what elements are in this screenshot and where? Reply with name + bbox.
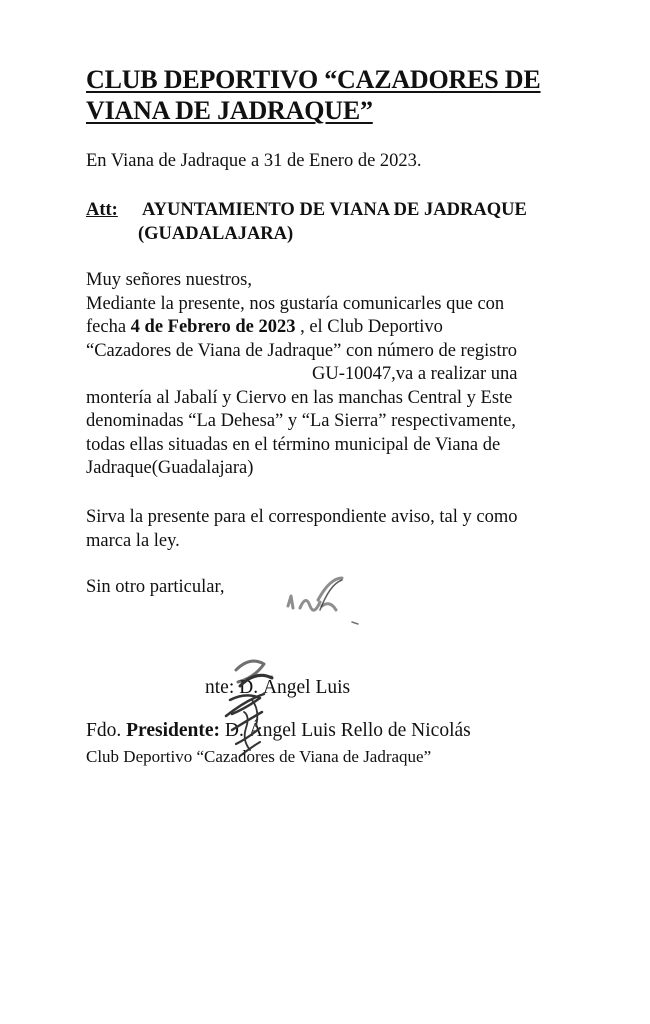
body-line: todas ellas situadas en el término municipal de Viana de (86, 434, 501, 455)
date-line: En Viana de Jadraque a 31 de Enero de 2023. (86, 151, 422, 171)
body-line: denominadas “La Dehesa” y “La Sierra” respectivamente, (86, 411, 516, 431)
body-text: , el Club Deportivo (295, 317, 443, 337)
registration-line: GU-10047,va a realizar una (312, 364, 518, 384)
signatory-name: D. Ángel Luis Rello de Nicolás (219, 720, 471, 741)
addressee-name: AYUNTAMIENTO DE VIANA DE JADRAQUE (142, 200, 527, 220)
title-line-1: CLUB DEPORTIVO “CAZADORES DE (86, 65, 541, 94)
closing-line: marca la ley. (86, 530, 180, 551)
role-label: Presidente: (126, 720, 220, 741)
addressee-line-2: (GUADALAJARA) (138, 223, 294, 244)
sign-off: Sin otro particular, (86, 577, 225, 597)
closing-line: Sirva la presente para el correspondiente aviso, tal y como (86, 507, 518, 527)
body-line: “Cazadores de Viana de Jadraque” con número de registro (86, 340, 518, 361)
title-line-2: VIANA DE JADRAQUE” (86, 96, 373, 125)
greeting: Muy señores nuestros, (86, 270, 252, 290)
body-line: montería al Jabalí y Ciervo en las manchas Central y Este (86, 387, 513, 408)
body-line: Jadraque(Guadalajara) (86, 458, 254, 478)
event-date: 4 de Febrero de 2023 (130, 317, 296, 337)
ghost-text-overlap: nte: D. Ángel Luis (205, 677, 351, 698)
fdo-label: Fdo. (86, 720, 127, 741)
att-label: Att: (86, 200, 118, 220)
body-text: fecha (86, 317, 131, 337)
body-line: Mediante la presente, nos gustaría comunicarles que con (86, 293, 505, 314)
club-line: Club Deportivo “Cazadores de Viana de Jadraque” (86, 747, 432, 766)
